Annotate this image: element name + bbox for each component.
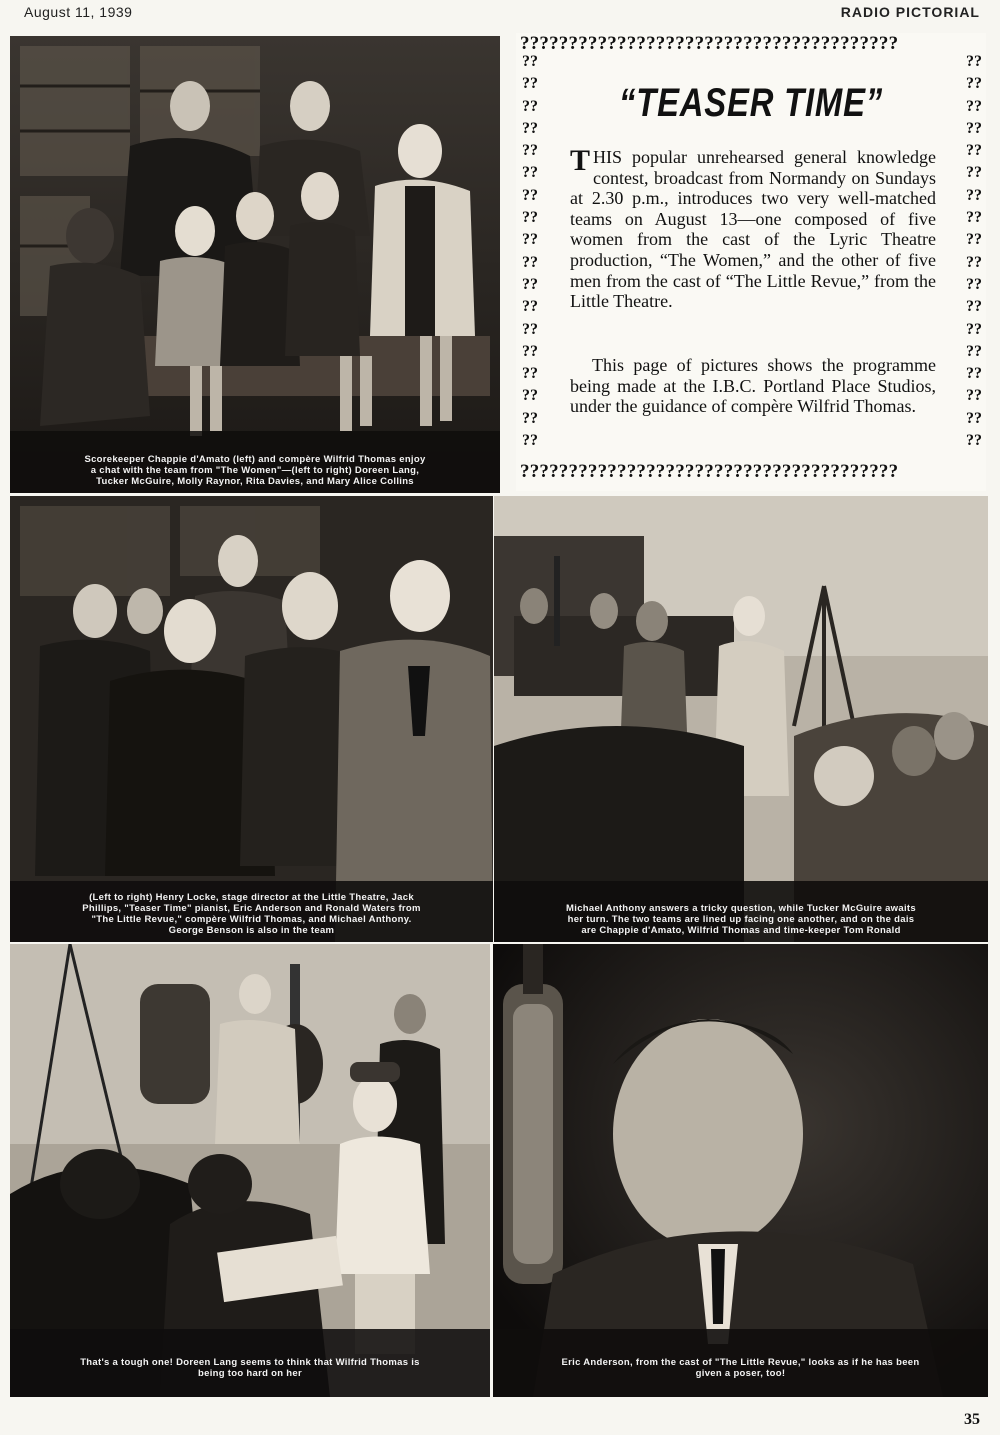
- photo-doreen-lang: [10, 944, 490, 1397]
- photo-eric-anderson: [493, 944, 988, 1397]
- photo-men-team-image: [10, 496, 493, 942]
- photo-women-team-image: [10, 36, 500, 493]
- photo-doreen-lang-caption: That's a tough one! Doreen Lang seems to think that Wilfrid Thomas is being too hard on her: [80, 1357, 420, 1379]
- photo-doreen-lang-image: [10, 944, 490, 1397]
- article-paragraph-2: This page of pictures shows the programme being made at the I.B.C. Portland Place Studios, under the guidance of compère Wilfrid Thomas.: [570, 355, 936, 417]
- photo-eric-anderson-caption: Eric Anderson, from the cast of "The Little Revue," looks as if he has been given a poser, too!: [561, 1357, 920, 1379]
- photo-eric-anderson-image: [493, 944, 988, 1397]
- issue-date: August 11, 1939: [24, 4, 133, 20]
- article-paragraph-1: THIS popular unrehearsed general knowledge contest, broadcast from Normandy on Sundays at 2.30 p.m., introduces two very well-matched teams on August 13—one composed of five women from the cast of the Lyric Theatre production, “The Women,” and the other of five men from the cast of “The Little Revue,” from the Little Theatre.: [570, 144, 936, 312]
- photo-studio-contest-image: [494, 496, 988, 942]
- question-border-bottom: ???????????????????????????????????????: [520, 461, 899, 482]
- drop-cap: T: [570, 144, 591, 177]
- question-border-right: ?? ?? ?? ?? ?? ?? ?? ?? ?? ?? ?? ?? ?? ?? ?? ?? ?? ??: [966, 53, 982, 450]
- question-border-top: ???????????????????????????????????????: [520, 33, 899, 54]
- article-title: “TEASER TIME”: [619, 81, 883, 125]
- question-border-left: ?? ?? ?? ?? ?? ?? ?? ?? ?? ?? ?? ?? ?? ?? ?? ?? ?? ??: [522, 53, 538, 450]
- photo-men-team-caption: (Left to right) Henry Locke, stage director at the Little Theatre, Jack Phillips, "Teaser Time" pianist, Eric Anderson and Ronald Waters from "The Little Revue," compère Wilfrid Thomas, and Michael Anthony. George Benson is also in the team: [82, 892, 421, 936]
- photo-studio-contest: [494, 496, 988, 942]
- photo-women-team: [10, 36, 500, 493]
- photo-women-team-caption: Scorekeeper Chappie d'Amato (left) and compère Wilfrid Thomas enjoy a chat with the team from "The Women"—(left to right) Doreen Lang, Tucker McGuire, Molly Raynor, Rita Davies, and Mary Alice Collins: [84, 454, 426, 487]
- article-box: [516, 33, 986, 491]
- photo-studio-contest-caption: Michael Anthony answers a tricky question, while Tucker McGuire awaits her turn. The two teams are lined up facing one another, and on the dais are Chappie d'Amato, Wilfrid Thomas and time-keeper Tom Ronald: [566, 903, 916, 936]
- page-number: 35: [964, 1411, 980, 1428]
- photo-men-team: [10, 496, 493, 942]
- magazine-name: RADIO PICTORIAL: [840, 4, 980, 20]
